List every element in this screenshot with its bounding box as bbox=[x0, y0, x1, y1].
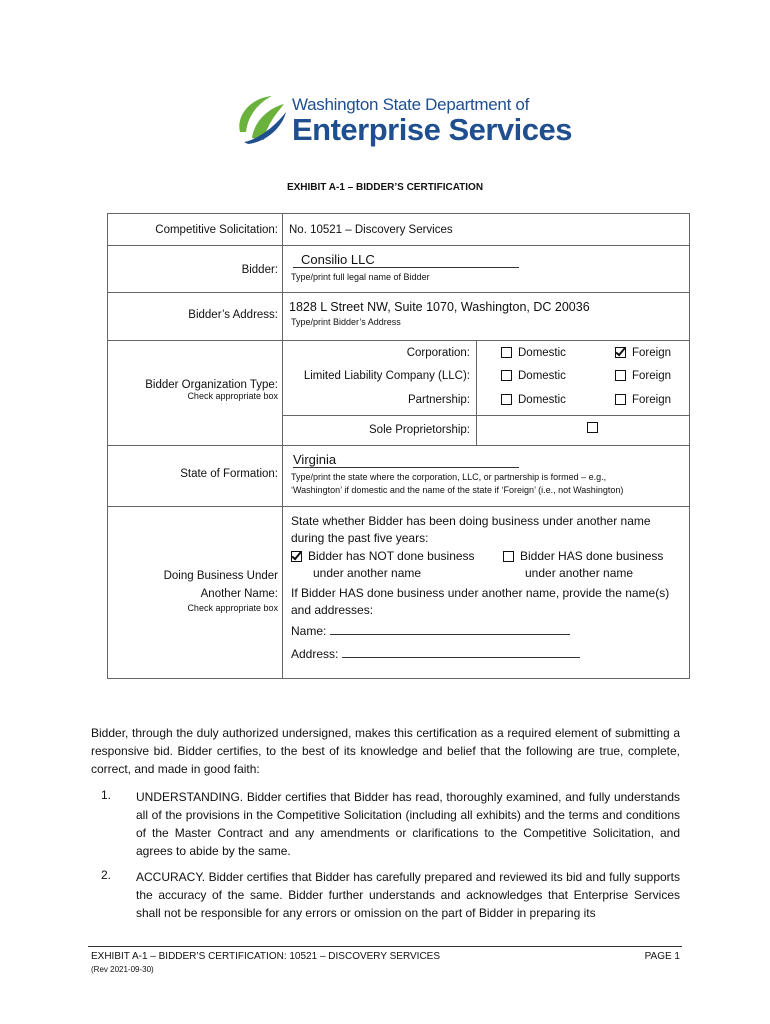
formation-label: State of Formation: bbox=[108, 446, 283, 507]
partnership-label: Partnership: bbox=[407, 393, 470, 406]
sole-prop-label: Sole Proprietorship: bbox=[369, 424, 470, 436]
item-2-number: 2. bbox=[101, 868, 112, 882]
dba-has-checkbox[interactable] bbox=[503, 551, 514, 562]
item-1-number: 1. bbox=[101, 788, 112, 802]
item-1 bbox=[136, 788, 680, 860]
bidder-label: Bidder: bbox=[108, 246, 283, 293]
item-2-text: Bidder certifies that Bidder has carefully prepared and reviewed its bid and fully supports the accuracy of the same. Bidder further understands and acknowledges that Enterprise Services shall not be responsible for any errors or omission on the part of Bidder in preparing its bbox=[136, 870, 680, 920]
dba-instruction-1: If Bidder HAS done business under another name, provide the name(s) bbox=[291, 586, 670, 600]
dba-label-2: Another Name: bbox=[200, 588, 278, 600]
certification-form bbox=[107, 213, 690, 679]
corp-foreign-checkbox[interactable] bbox=[615, 347, 626, 358]
item-1-text: Bidder certifies that Bidder has read, thoroughly examined, and fully understands all of the provisions in the Competitive Solicitation (including all exhibits) and the terms and conditions of the Master Contract and any amendments or clarifications to the Competitive Solicitation, and agrees to abide by the same. bbox=[136, 790, 680, 858]
address-hint: Type/print Bidder’s Address bbox=[291, 317, 401, 327]
formation-hint-1: Type/print the state where the corporation, LLC, or partnership is formed – e.g., bbox=[291, 472, 607, 482]
formation-hint-2: ‘Washington’ if domestic and the name of the state if ‘Foreign’ (i.e., not Washington) bbox=[291, 485, 624, 495]
dba-address-field[interactable] bbox=[342, 647, 580, 658]
llc-foreign-checkbox[interactable] bbox=[615, 370, 626, 381]
dba-question-1: State whether Bidder has been doing business under another name bbox=[291, 514, 651, 528]
corp-domestic-checkbox[interactable] bbox=[501, 347, 512, 358]
llc-domestic-label: Domestic bbox=[518, 369, 566, 382]
dba-not-label-2: under another name bbox=[313, 566, 422, 580]
dba-instruction-2: and addresses: bbox=[291, 603, 374, 617]
llc-foreign-label: Foreign bbox=[632, 369, 671, 382]
corp-domestic-label: Domestic bbox=[518, 347, 566, 359]
logo-line2: Enterprise Services bbox=[292, 112, 573, 147]
dba-not-checkbox[interactable] bbox=[291, 551, 302, 562]
footer-page-number: PAGE 1 bbox=[644, 951, 680, 962]
logo-line1: Washington State Department of bbox=[292, 95, 530, 114]
dba-not-label-1: Bidder has NOT done business bbox=[308, 549, 475, 563]
partnership-domestic-label: Domestic bbox=[518, 393, 566, 406]
dba-name-label: Name: bbox=[291, 624, 327, 638]
solicitation-label: Competitive Solicitation: bbox=[108, 214, 283, 246]
footer-divider bbox=[88, 946, 682, 947]
item-1-heading: UNDERSTANDING. bbox=[136, 790, 244, 804]
dba-label-1: Doing Business Under bbox=[163, 570, 278, 582]
footer-title: EXHIBIT A-1 – BIDDER’S CERTIFICATION: 10521 – DISCOVERY SERVICES bbox=[91, 951, 441, 962]
dba-question-2: during the past five years: bbox=[291, 531, 429, 545]
dba-sublabel: Check appropriate box bbox=[187, 603, 278, 613]
partnership-foreign-label: Foreign bbox=[632, 393, 671, 406]
corp-label: Corporation: bbox=[406, 347, 470, 359]
item-2-heading: ACCURACY. bbox=[136, 870, 206, 884]
dba-label bbox=[108, 507, 283, 679]
des-logo-icon bbox=[234, 92, 290, 146]
sole-prop-checkbox[interactable] bbox=[587, 422, 598, 433]
org-type-sublabel: Check appropriate box bbox=[187, 391, 278, 401]
dba-has-label-1: Bidder HAS done business bbox=[520, 549, 664, 563]
address-label: Bidder’s Address: bbox=[108, 293, 283, 341]
partnership-domestic-checkbox[interactable] bbox=[501, 394, 512, 405]
formation-state-field[interactable]: Virginia bbox=[293, 452, 519, 468]
item-2 bbox=[136, 868, 680, 922]
dba-name-field[interactable] bbox=[330, 624, 570, 635]
org-type-label: Bidder Organization Type: Check appropriate box bbox=[108, 341, 283, 446]
address-field[interactable]: 1828 L Street NW, Suite 1070, Washington, DC 20036 bbox=[289, 300, 590, 314]
dba-has-label-2: under another name bbox=[525, 566, 634, 580]
bidder-name-field[interactable]: Consilio LLC bbox=[293, 252, 519, 268]
intro-paragraph: Bidder, through the duly authorized undersigned, makes this certification as a required element of submitting a responsive bid. Bidder certifies, to the best of its knowledge and belief that the following are true, complete, correct, and made in good faith: bbox=[91, 726, 680, 776]
page-title: EXHIBIT A-1 – BIDDER’S CERTIFICATION bbox=[286, 182, 484, 193]
corp-foreign-label: Foreign bbox=[632, 347, 671, 359]
partnership-foreign-checkbox[interactable] bbox=[615, 394, 626, 405]
bidder-hint: Type/print full legal name of Bidder bbox=[291, 272, 430, 282]
footer-revision: (Rev 2021-09-30) bbox=[91, 965, 154, 974]
llc-label: Limited Liability Company (LLC): bbox=[303, 369, 470, 382]
dba-address-label: Address: bbox=[291, 647, 339, 661]
llc-domestic-checkbox[interactable] bbox=[501, 370, 512, 381]
solicitation-value: No. 10521 – Discovery Services bbox=[283, 214, 690, 246]
